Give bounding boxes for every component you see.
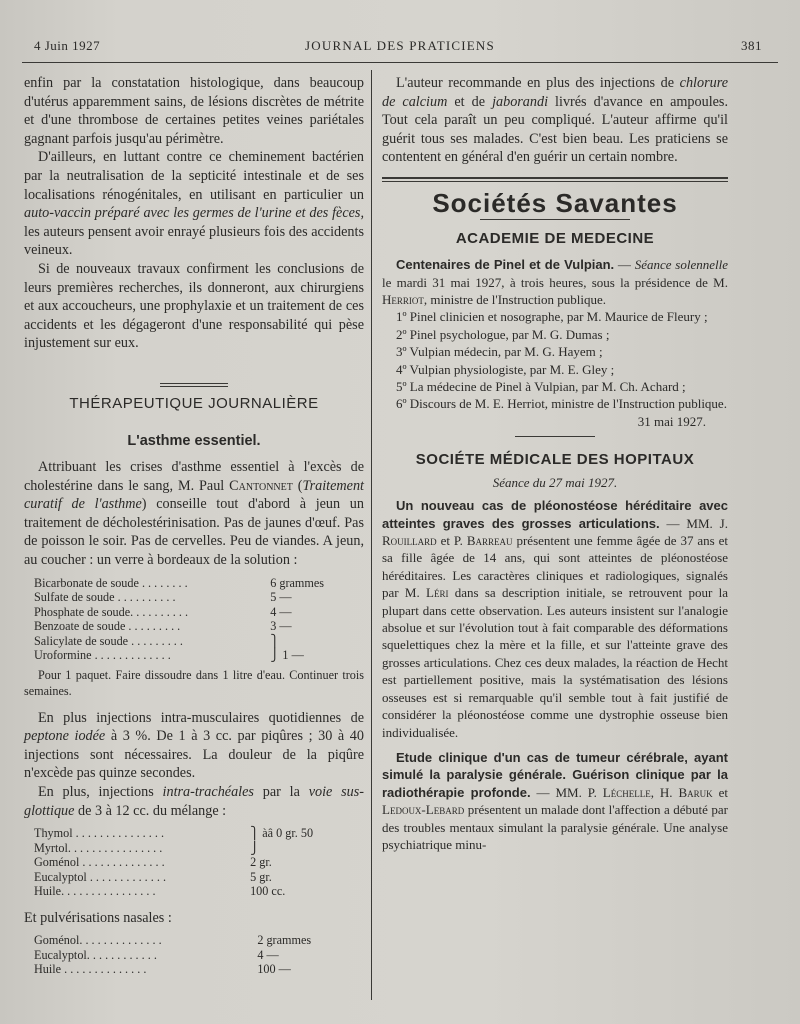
author-name: Cantonnet	[229, 477, 293, 494]
text-run: D'ailleurs, en luttant contre ce cheminement bactérien par la neutralisation de la septicité intestinale et de ses localisations rénogénitales, en utilisant en particulier un	[24, 149, 364, 203]
text-run: Attribuant les crises d'asthme essentiel à l'excès de cholestérine dans le sang, M. Paul	[24, 459, 364, 494]
italic-run: jaborandi	[492, 93, 549, 110]
ingredient-dose: 6 grammes	[270, 575, 325, 590]
ingredient-name: Thymol . . . . . . . . . . . . . . .	[34, 826, 164, 841]
text-run: et	[712, 784, 728, 800]
recipe-table	[34, 933, 354, 977]
italic-run: chlorure de calcium	[382, 75, 728, 110]
author-name: Léchelle	[602, 784, 651, 800]
double-rule	[382, 177, 728, 179]
society-heading: SOCIÉTE MÉDICALE DES HOPITAUX	[415, 451, 695, 469]
paragraph: Si de nouveaux travaux confirment les conclusions de leurs premières recherches, ils donneront, aux chirurgiens et aux accoucheurs, une prophylaxie et un traitement de ces accidents et les dégageront d'une responsabilité qui pèse injustement sur eux.	[24, 260, 364, 352]
header-date: 4 Juin 1927	[34, 38, 101, 53]
paragraph	[24, 783, 364, 820]
text-run: — MM. J.	[659, 515, 728, 531]
ingredient-dose: ⎭	[250, 840, 260, 855]
ingredient-dose: 3 —	[270, 619, 292, 634]
programme-item: 6º Discours de M. E. Herriot, ministre de l'Instruction publique.	[396, 396, 727, 412]
ingredient-dose: 4 —	[270, 604, 292, 619]
text-run: et de	[447, 93, 493, 110]
author-name: Ledoux-Lebard	[382, 802, 465, 818]
italic-run: Traitement curatif de l'asthme	[24, 477, 364, 513]
running-header	[30, 34, 770, 56]
programme-list	[382, 308, 728, 412]
text-run: —	[614, 257, 635, 273]
ingredient-name: Salicylate de soude . . . . . . . . .	[34, 633, 183, 648]
text-run: En plus injections intra-musculaires quotidiennes de	[38, 709, 364, 726]
header-rule	[22, 62, 778, 63]
author-name: Léri	[426, 585, 449, 601]
recipe-row	[34, 590, 354, 605]
recipe-row	[34, 855, 354, 870]
italic-run: Séance solennelle	[634, 257, 729, 273]
text-run: les auteurs pensent avoir enrayé plusieurs fois des accidents veineux.	[24, 223, 364, 259]
ingredient-dose: 2 gr.	[250, 855, 272, 870]
programme-item: 2º Pinel psychologue, par M. G. Dumas ;	[396, 326, 610, 342]
ingredient-name: Eucalyptol . . . . . . . . . . . . .	[34, 869, 167, 884]
ingredient-dose: ⎫	[270, 633, 280, 648]
session-date: Séance du 27 mai 1927.	[492, 474, 618, 490]
author-name: Herriot	[382, 291, 424, 307]
header-page-number: 381	[741, 38, 762, 53]
ingredient-dose: 2 grammes	[257, 933, 312, 948]
recipe-row	[34, 648, 354, 663]
paragraph	[24, 458, 364, 570]
author-name: Barreau	[466, 533, 513, 549]
ornament-rule	[160, 383, 228, 384]
dateline: 31 mai 1927.	[637, 413, 706, 429]
paragraph	[24, 148, 364, 260]
text-run: et P.	[436, 533, 467, 549]
article-title: L'asthme essentiel.	[127, 432, 261, 449]
author-name: Rouillard	[382, 533, 437, 549]
programme-item: 3º Vulpian médecin, par M. G. Hayem ;	[396, 344, 603, 360]
recipe-row	[34, 841, 354, 856]
bold-run: Un nouveau cas de pléonostéose héréditaire avec atteintes graves des grosses articulations.	[382, 498, 728, 531]
section-heading: THÉRAPEUTIQUE JOURNALIÈRE	[69, 394, 319, 412]
recipe-table	[34, 826, 354, 899]
text-run: de 3 à 12 cc. du mélange :	[74, 802, 227, 819]
text-run: le mardi 31 mai 1927, à trois heures, sous la présidence de M.	[382, 274, 728, 290]
recipe-row	[34, 962, 354, 977]
bold-run: Centenaires de Pinel et de Vulpian.	[396, 257, 615, 273]
recipe-row	[34, 948, 354, 963]
recipe-row	[34, 634, 354, 649]
ingredient-name: Huile . . . . . . . . . . . . . .	[34, 962, 147, 977]
bold-run: Etude clinique d'un cas de tumeur cérébrale, ayant simulé la paralysie générale. Guérison clinique par la radiothérapie profonde.	[382, 749, 728, 800]
paragraph	[382, 256, 728, 308]
text-run: par la	[253, 784, 309, 801]
recipe-row	[34, 933, 354, 948]
ingredient-name: Myrtol. . . . . . . . . . . . . . . .	[34, 840, 163, 855]
society-heading: ACADEMIE DE MEDECINE	[455, 229, 655, 247]
paragraph: enfin par la constatation histologique, dans beaucoup d'utérus apparemment sains, de lésions discrètes de métrite et d'une thrombose de certaines petites veines pariétales gagnant parfois jusqu'au périmètre.	[24, 75, 364, 147]
recipe-rows	[34, 576, 354, 663]
recipe-rows	[34, 933, 354, 977]
text-run: — MM. P.	[530, 784, 603, 800]
text-run: présentent une femme âgée de 37 ans et sa fille âgée de 14 ans, qui sont atteintes de pléonostéose héréditaires. Les caractères cliniques et radiologiques, signalés par M.	[382, 533, 728, 601]
left-column	[24, 74, 364, 977]
ingredient-dose: 4 —	[257, 947, 279, 962]
ingredient-name: Goménol. . . . . . . . . . . . . .	[34, 933, 162, 948]
author-name: Baruk	[678, 784, 713, 800]
ingredient-name: Sulfate de soude . . . . . . . . . .	[34, 590, 176, 605]
paragraph	[382, 74, 728, 167]
recipe-rows	[34, 826, 354, 899]
text-run: ) conseille tout d'abord à jeun un traitement de décholestérinisation. Pas de jaunes d'œuf. Pas de poisson le soir. Pas de cervelles. Peu de viandes. A jeun, au coucher : un verre à bordeaux de la solution :	[24, 496, 364, 569]
ingredient-dose: ⎭ 1 —	[270, 648, 304, 663]
text-run: , ministre de l'Instruction publique.	[423, 291, 607, 307]
ingredient-dose: 5 gr.	[250, 869, 272, 884]
ingredient-name: Benzoate de soude . . . . . . . . .	[34, 619, 181, 634]
recipe-row	[34, 619, 354, 634]
recipe-row	[34, 576, 354, 591]
ingredient-name: Phosphate de soude. . . . . . . . . .	[34, 604, 189, 619]
text-run: livrés d'avance en ampoules. Tout cela paraît un peu compliqué. L'auteur affirme qu'il guérit tous ses malades. C'est bien beau. Les praticiens se contentent en général d'en guérir un certain nombre.	[382, 93, 728, 166]
text-run: , H.	[650, 784, 679, 800]
recipe-row	[34, 870, 354, 885]
ingredient-dose: 100 cc.	[250, 884, 286, 899]
italic-run: auto-vaccin préparé avec les germes de l'urine et des fèces,	[24, 205, 364, 222]
text-run: (	[292, 477, 303, 494]
text-run: dans sa description initiale, se retrouvent pour la plupart dans cette observation. Les auteurs insistent sur l'analogie absolue et sur l'évolution tout à fait comparable des déformations squelettiques chez la mère et la fille, et sur l'atteinte grave des grosses articulations. Chez ces deux malades, la réaction de Hecht est partiellement positive, mais la systématisation des lésions osseuses est si remarquable qu'il semble tout à fait justifié de considérer la pléonostéose comme une dystrophie osseuse bien individualisée.	[382, 585, 728, 740]
italic-run: voie sus-glottique	[24, 784, 365, 819]
text-run: En plus, injections	[38, 784, 163, 801]
recipe-row	[34, 884, 354, 899]
paragraph	[24, 709, 364, 783]
ingredient-dose: ⎫ àâ 0 gr. 50	[250, 826, 314, 841]
ingredient-name: Goménol . . . . . . . . . . . . . .	[34, 855, 165, 870]
programme-item: 5º La médecine de Pinel à Vulpian, par M. Ch. Achard ;	[396, 379, 686, 394]
ingredient-name: Eucalyptol. . . . . . . . . . . .	[34, 947, 157, 962]
header-journal-title: JOURNAL DES PRATICIENS	[305, 38, 495, 53]
italic-run: peptone iodée	[24, 728, 106, 745]
text-run: présentent un malade dont l'affection a débuté par des troubles mentaux simulant la paralysie générale. Une analyse psychiatrique minu-	[382, 802, 728, 852]
ingredient-dose: 5 —	[270, 590, 292, 605]
text-run: à 3 %. De 1 à 3 cc. par piqûres ; 30 à 40 injections sont nécessaires. La douleur de la piqûre n'excède pas quinze secondes.	[24, 728, 364, 782]
paragraph	[382, 497, 728, 741]
recipe-row	[34, 826, 354, 841]
right-column	[382, 74, 728, 853]
section-big-title: Sociétés Savantes	[432, 187, 678, 218]
ingredient-dose: 100 —	[257, 962, 291, 977]
ingredient-name: Bicarbonate de soude . . . . . . . .	[34, 575, 188, 590]
column-divider	[371, 70, 372, 1000]
recipe-note: Pour 1 paquet. Faire dissoudre dans 1 litre d'eau. Continuer trois semaines.	[24, 667, 364, 698]
paragraph	[382, 749, 728, 853]
programme-item: 1º Pinel clinicien et nosographe, par M. Maurice de Fleury ;	[396, 309, 708, 325]
paragraph: Et pulvérisations nasales :	[24, 909, 172, 926]
recipe-table	[34, 576, 354, 663]
italic-run: intra-trachéales	[162, 784, 254, 801]
programme-item: 4º Vulpian physiologiste, par M. E. Gley ;	[396, 361, 615, 377]
ingredient-name: Uroformine . . . . . . . . . . . . .	[34, 648, 171, 663]
text-run: L'auteur recommande en plus des injections de	[396, 75, 680, 91]
recipe-row	[34, 605, 354, 620]
ingredient-name: Huile. . . . . . . . . . . . . . . .	[34, 884, 156, 899]
